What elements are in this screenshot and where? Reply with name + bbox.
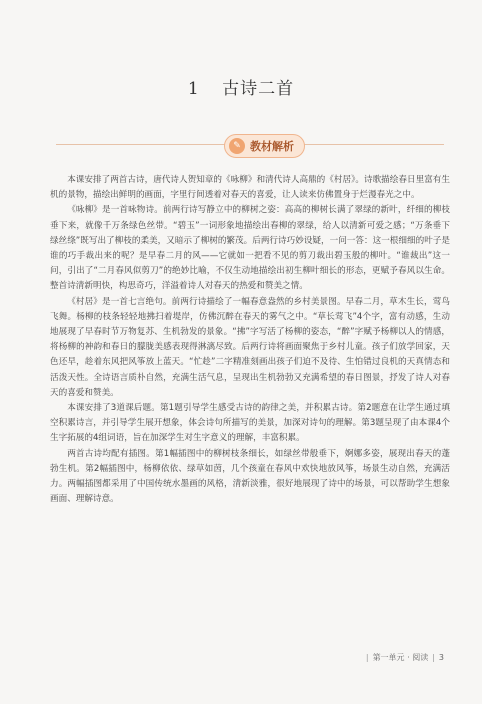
section-heading-label: 教材解析 — [250, 140, 294, 153]
section-heading — [56, 132, 444, 158]
lesson-number: 1 — [187, 79, 200, 99]
page-title — [0, 74, 482, 99]
paragraph: 两首古诗均配有插图。第1幅插图中的柳树枝条细长，如绿丝带般垂下，婀娜多姿，展现出春天的蓬勃生机。第2幅插图中，杨柳依依、绿草如茵，几个孩童在春风中欢快地放风筝，场景生动自然，充满活力。两幅插图都采用了中国传统水墨画的风格，清新淡雅，很好地展现了诗中的场景，可以帮助学生想象画面、理解诗意。 — [50, 448, 450, 505]
section-badge — [224, 134, 305, 158]
lesson-title: 古诗二首 — [222, 79, 295, 99]
paragraph: 本课安排了两首古诗，唐代诗人贺知章的《咏柳》和清代诗人高鼎的《村居》。诗歌描绘春日里富有生机的景物，描绘出鲜明的画面，字里行间透着对春天的喜爱，让人读来仿佛置身于烂漫春光之中。 — [50, 175, 450, 201]
page-number: 3 — [438, 653, 444, 662]
page-footer: | 第一单元 · 阅读 | 3 — [365, 653, 444, 662]
paragraph: 本课安排了3道课后题。第1题引导学生感受古诗的韵律之美，并积累古诗。第2题意在让学生通过填空积累诗言，并引导学生展开想象，体会诗句所描写的美景，加深对诗句的理解。第3题呈现了由本课4个生字拓展的4组词语，旨在加深学生对生字意义的理解，丰富积累。 — [50, 403, 450, 444]
paragraph: 《咏柳》是一首咏物诗。前两行诗写静立中的柳树之姿：高高的柳树长满了翠绿的新叶，纤细的柳枝垂下来，就像千万条绿色丝带。“碧玉”一词形象地描绘出春柳的翠绿，给人以清新可爱之感；“万条垂下绿丝绦”既写出了柳枝的柔美，又暗示了柳树的繁茂。后两行诗巧妙设疑，一问一答：这一根细细的叶子是谁的巧手裁出来的呢？是早春二月的风——它就如一把看不见的剪刀裁出碧玉般的柳叶。“谁裁出”这一问，引出了“二月春风似剪刀”的绝妙比喻，不仅生动地描绘出初生柳叶细长的形态，更赋予春风以生命。整首诗清新明快，构思奇巧，洋溢着诗人对春天的热爱和赞美之情。 — [50, 205, 450, 292]
body-text — [50, 173, 450, 507]
footer-unit: 第一单元 · 阅读 — [372, 653, 429, 662]
paragraph: 《村居》是一首七言绝句。前两行诗描绘了一幅春意盎然的乡村美景图。早春二月，草木生长，莺鸟飞舞。杨柳的枝条轻轻地拂扫着堤岸，仿佛沉醉在春天的雾气之中。“草长莺飞”4个字，富有动感，生动地展现了早春时节万物复苏、生机勃发的景象。“拂”字写活了杨柳的姿态，“醉”字赋予杨柳以人的情感，将杨柳的神韵和春日的朦胧美感表现得淋漓尽致。后两行诗将画面聚焦于乡村儿童。孩子们放学回家，天色还早，趁着东风把风筝放上蓝天。“忙趁”二字精准刻画出孩子们迫不及待、生怕错过良机的天真情态和活泼天性。全诗语言质朴自然，充满生活气息，呈现出生机勃勃又充满希望的春日图景，抒发了诗人对春天的喜爱和赞美。 — [50, 296, 450, 398]
book-icon: ✎ — [229, 138, 245, 154]
